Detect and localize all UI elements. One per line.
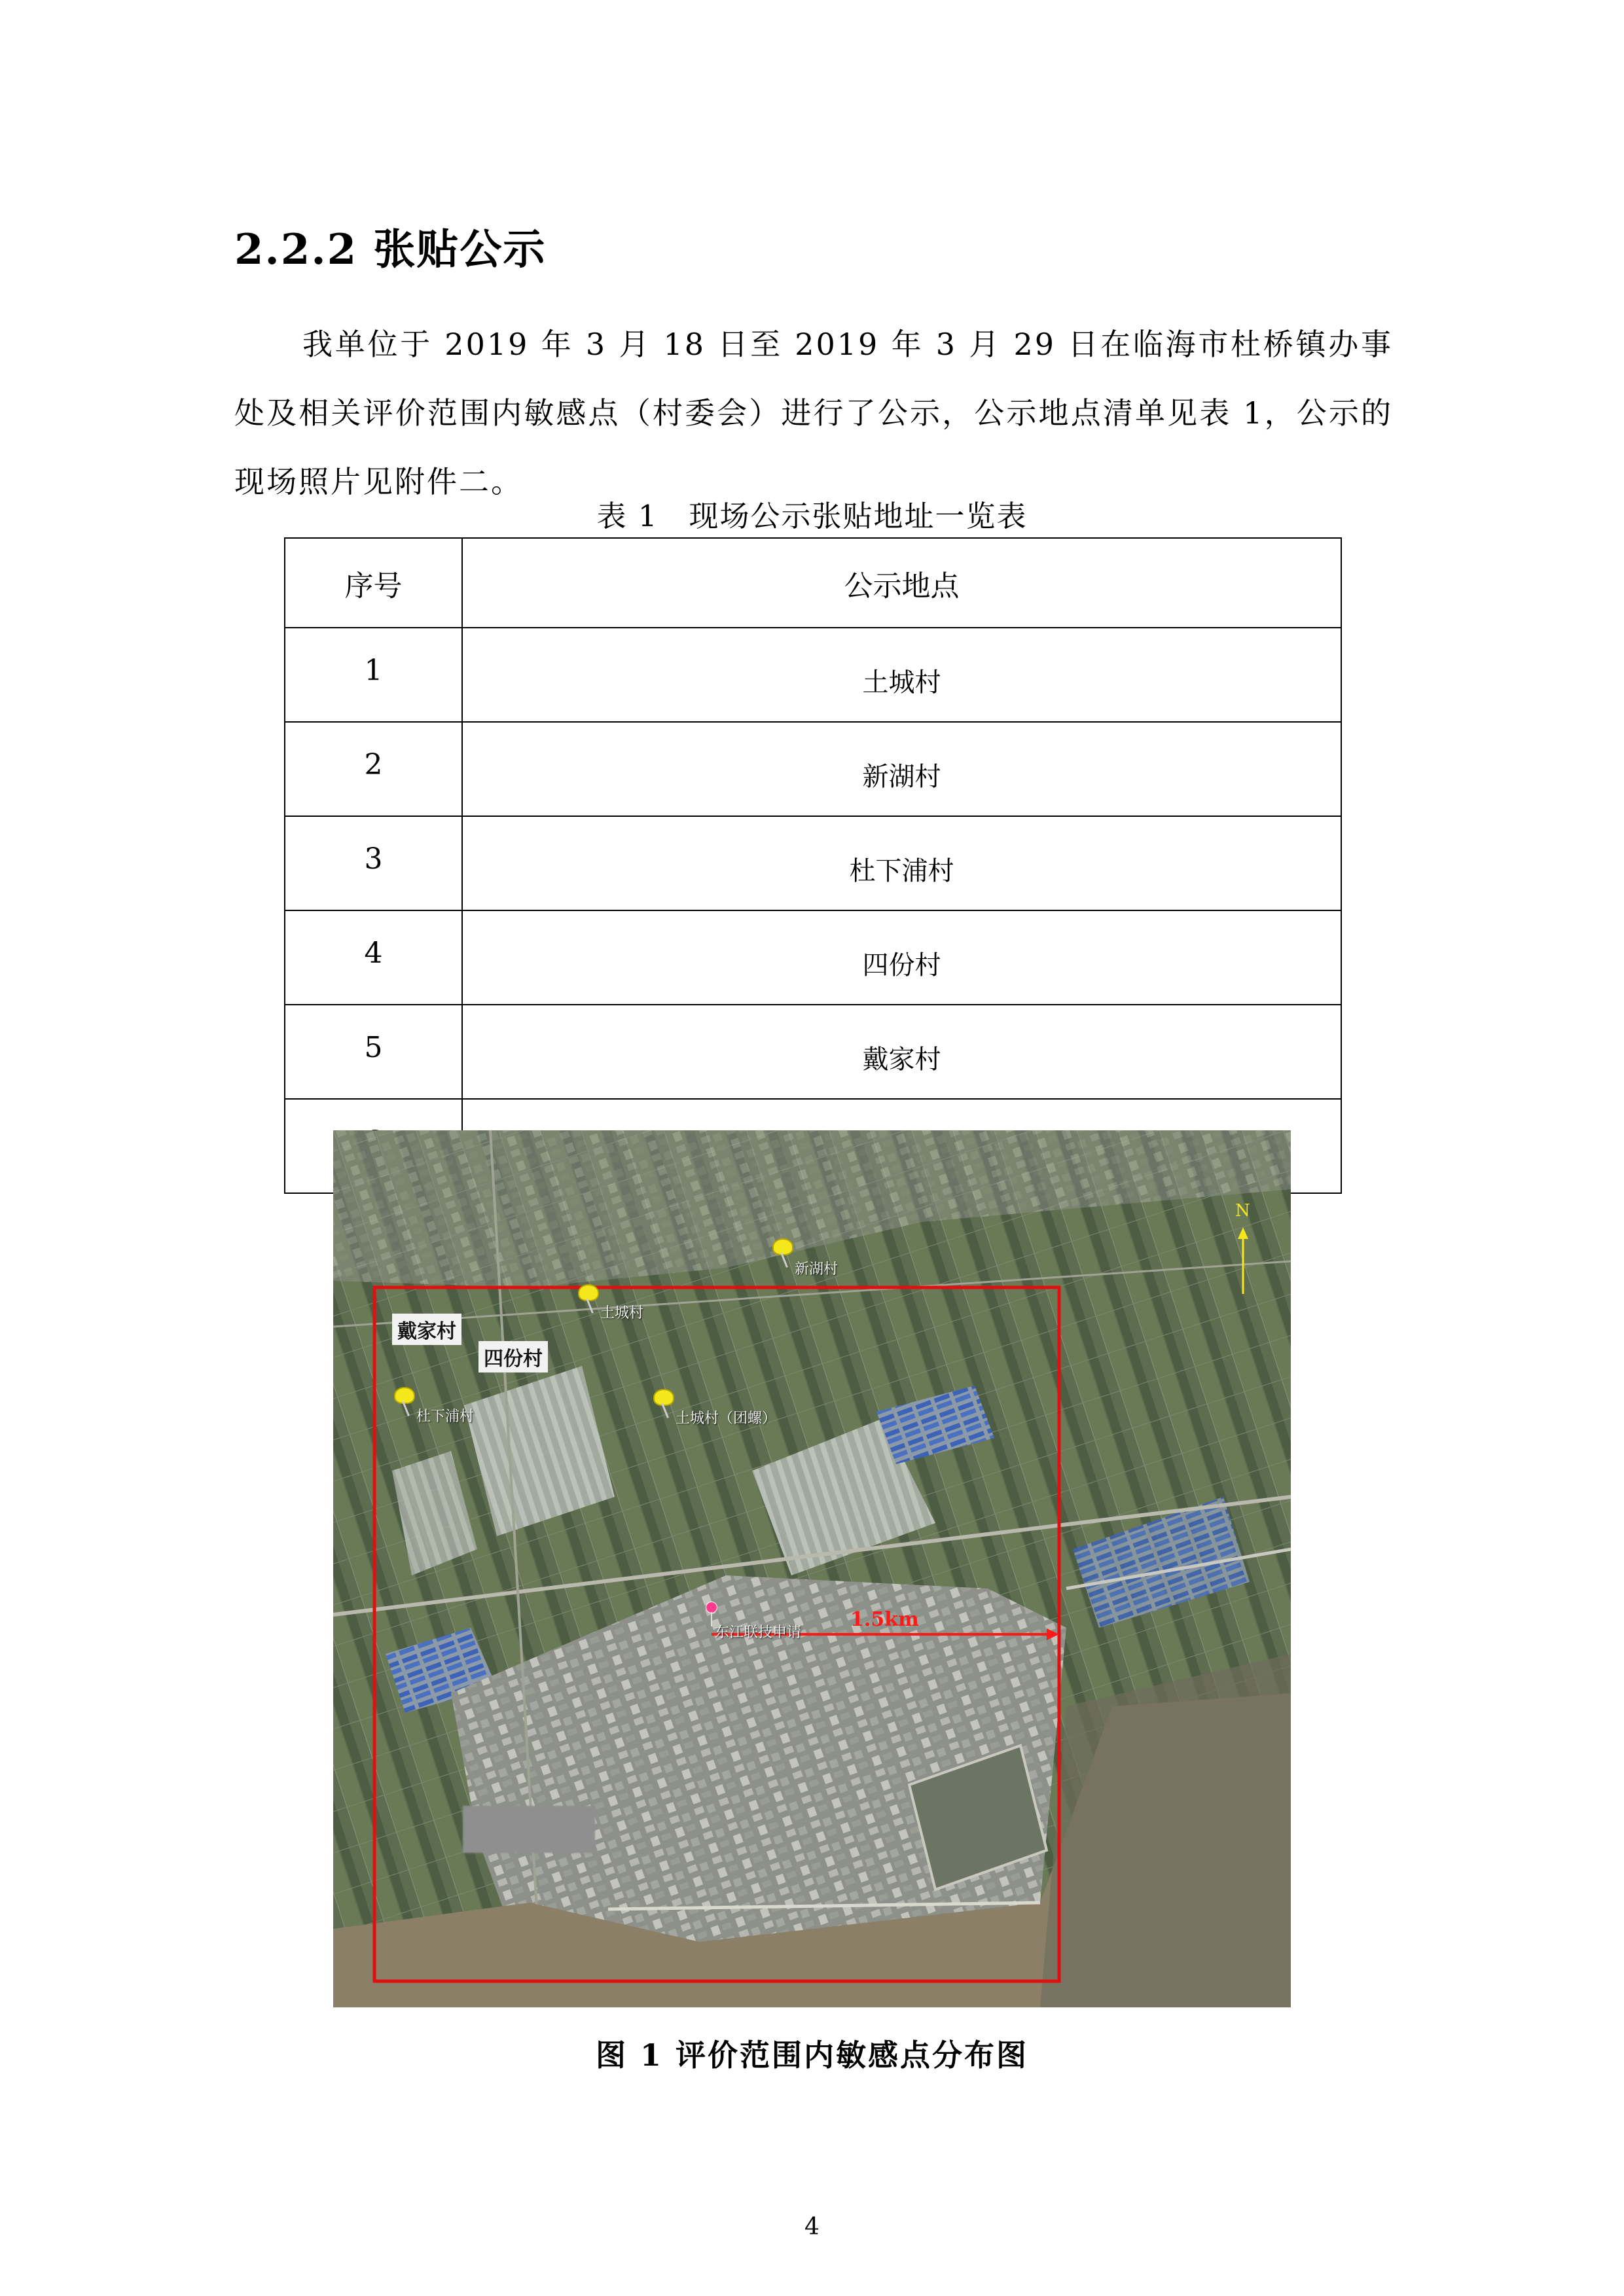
table-row (285, 628, 1341, 722)
pushpin-icon (576, 1284, 598, 1314)
map-label-duxiapu: 杜下浦村 (416, 1408, 475, 1425)
row-location: 杜下浦村 (462, 816, 1341, 910)
row-location: 戴家村 (462, 1005, 1341, 1099)
section-heading: 2.2.2 张贴公示 (234, 225, 547, 274)
figure-caption: 图 1 评价范围内敏感点分布图 (595, 2037, 1029, 2073)
table-row (285, 1005, 1341, 1099)
header-location: 公示地点 (462, 538, 1341, 628)
row-number: 3 (285, 816, 462, 910)
row-number: 5 (285, 1005, 462, 1099)
table-row (285, 722, 1341, 816)
north-label: N (1235, 1201, 1250, 1221)
map-label-daijia: 戴家村 (392, 1314, 461, 1345)
map-label-site: 东江联技申请 (715, 1624, 802, 1641)
row-location: 新湖村 (462, 722, 1341, 816)
pushpin-icon (651, 1389, 674, 1419)
map-label-sifen: 四份村 (478, 1341, 548, 1372)
intro-paragraph: 我单位于 2019 年 3 月 18 日至 2019 年 3 月 29 日在临海市杜桥镇办事处及相关评价范围内敏感点（村委会）进行了公示，公示地点清单见表 1，公示的现场照片见附件二。 (234, 327, 1393, 499)
notice-locations-table (284, 537, 1342, 1194)
table-header-row (285, 538, 1341, 628)
map-label-tucheng: 土城村 (600, 1305, 644, 1321)
header-serial: 序号 (285, 538, 462, 628)
row-number: 2 (285, 722, 462, 816)
pushpin-icon (770, 1238, 793, 1268)
row-number: 1 (285, 628, 462, 722)
table-caption: 表 1 现场公示张贴地址一览表 (596, 499, 1028, 533)
pushpin-icon (392, 1387, 414, 1417)
table-row (285, 910, 1341, 1005)
distance-label: 1.5km (850, 1608, 919, 1631)
satellite-map (333, 1130, 1291, 2007)
map-label-xinhu: 新湖村 (795, 1261, 839, 1278)
map-label-tucheng2: 土城村（团螺） (676, 1410, 777, 1427)
page-number: 4 (804, 2214, 820, 2240)
redacted-area (463, 1806, 595, 1853)
row-location: 四份村 (462, 910, 1341, 1005)
row-location: 土城村 (462, 628, 1341, 722)
row-number: 4 (285, 910, 462, 1005)
table-row (285, 816, 1341, 910)
